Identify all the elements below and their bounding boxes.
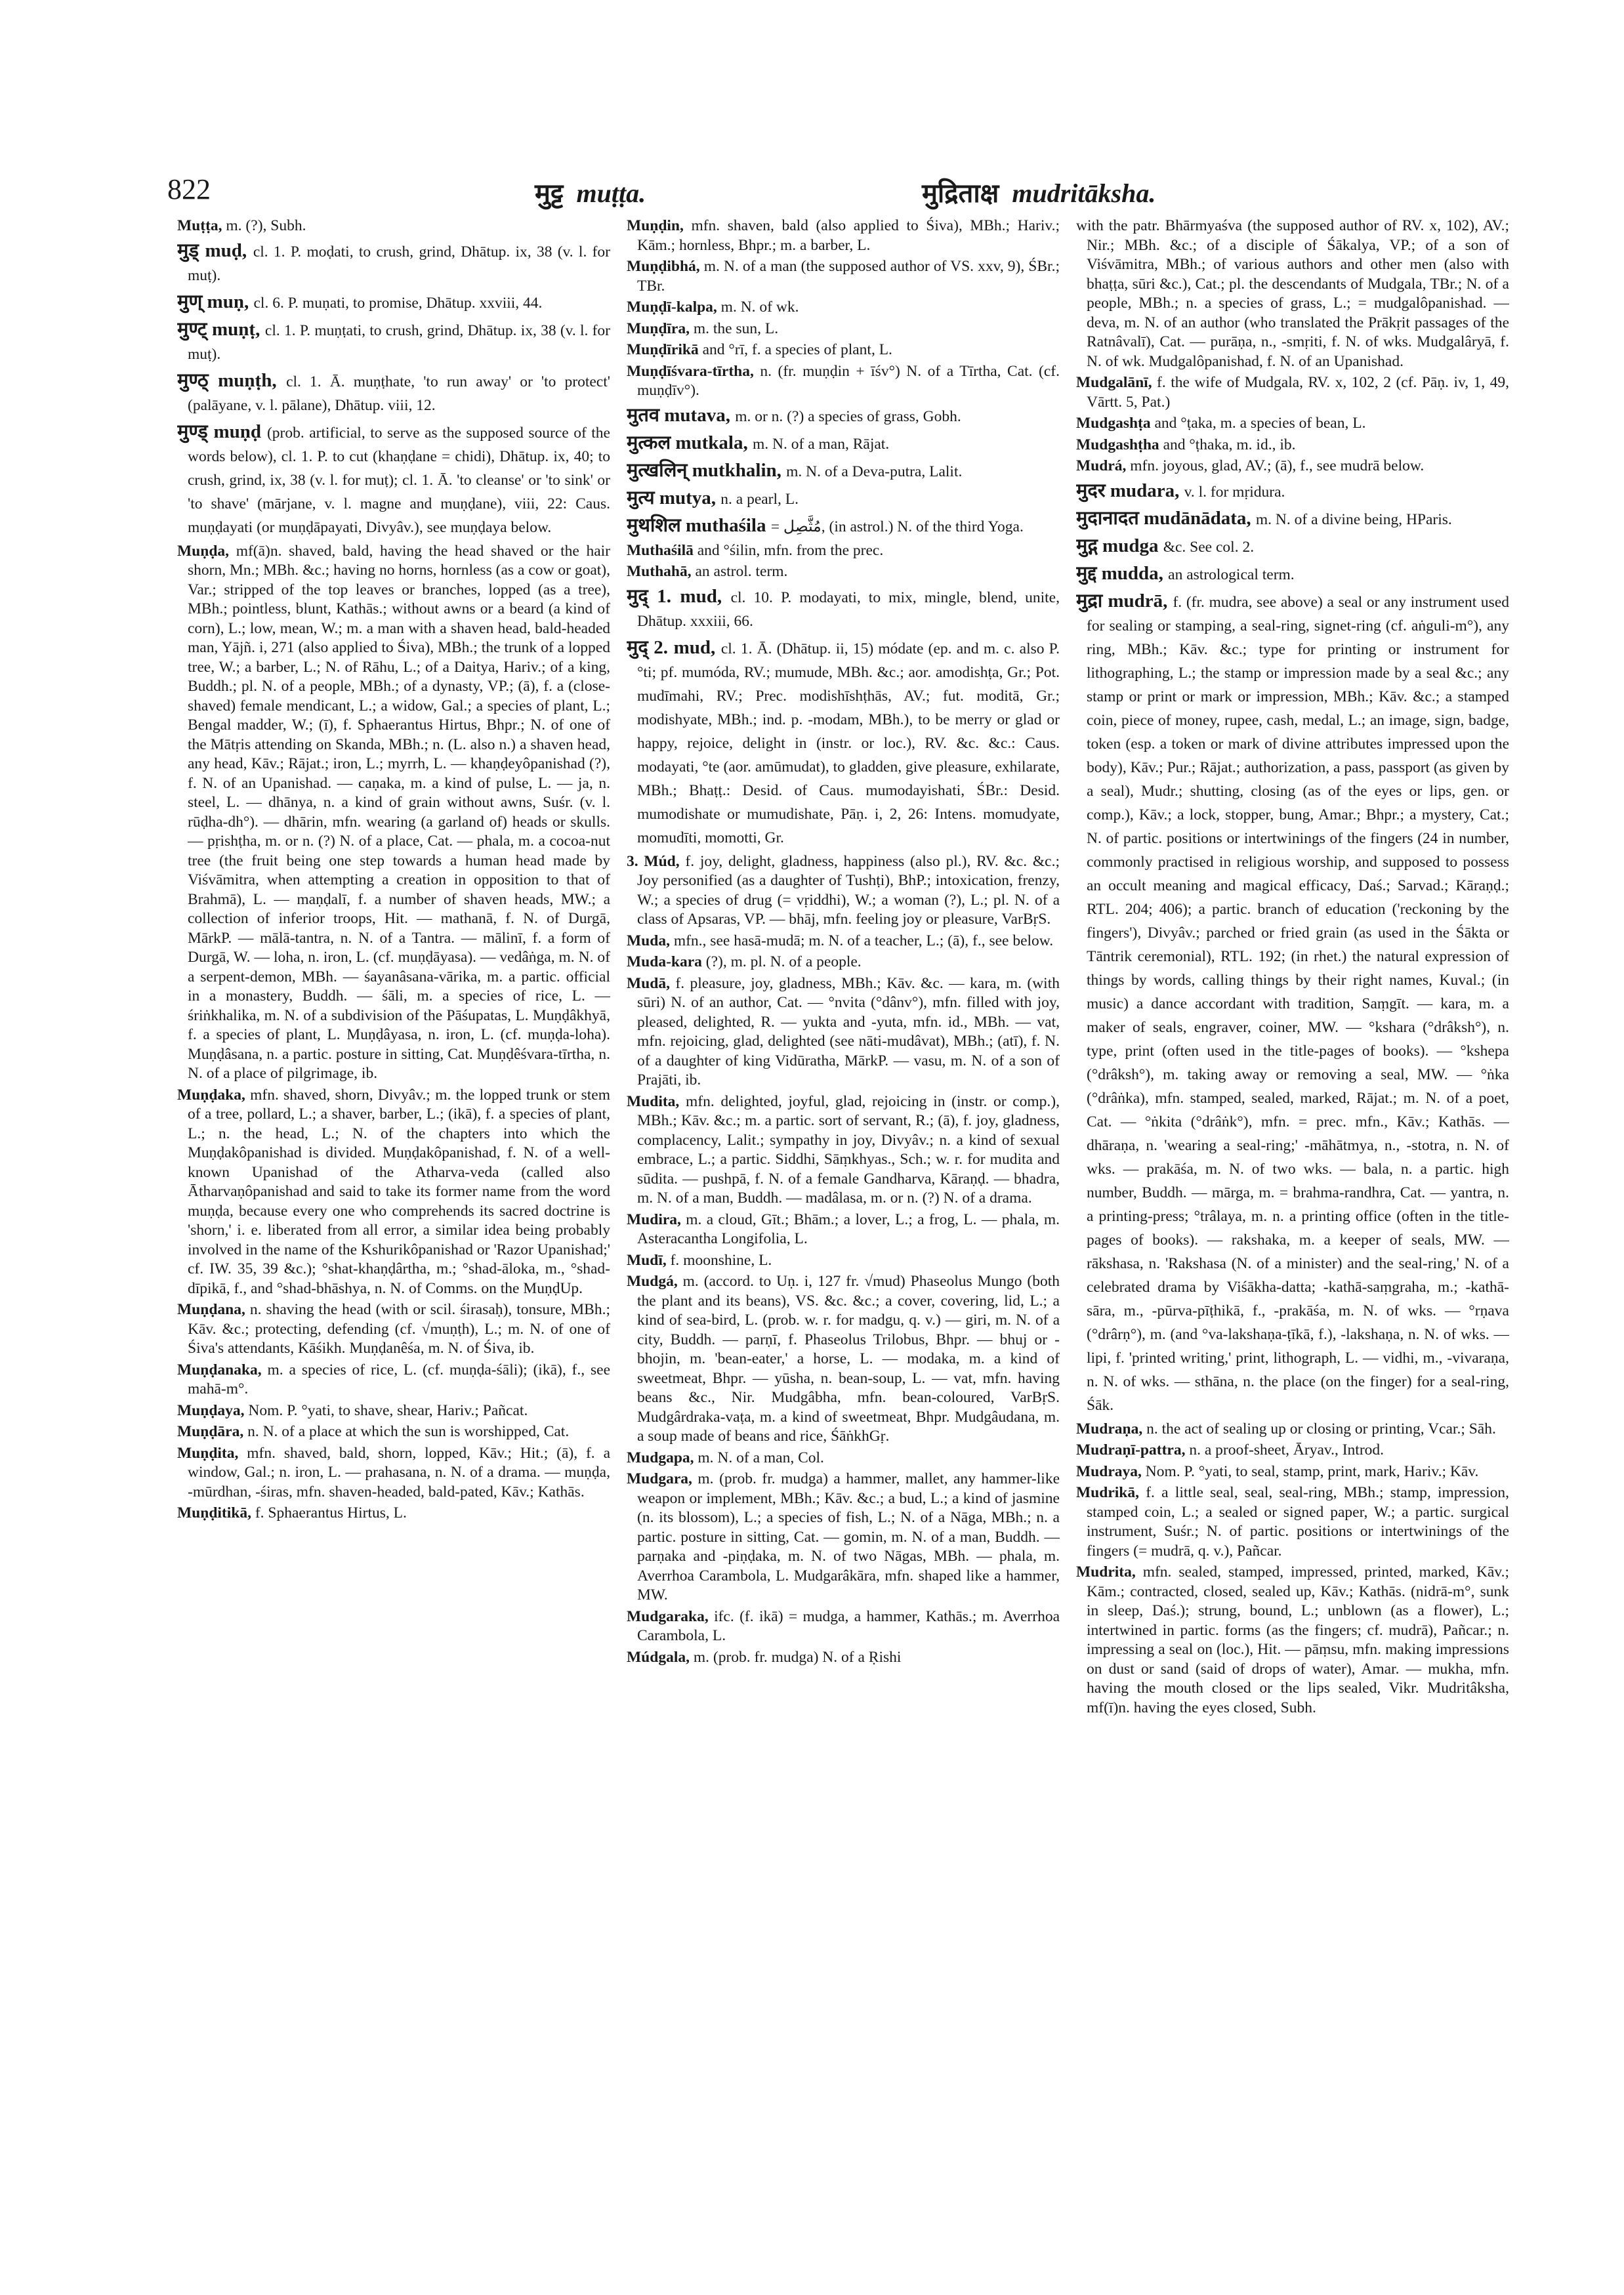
entry-definition: m. (accord. to Uṇ. i, 127 fr. √mud) Phaseolus Mungo (both the plant and its beans), VS. &c. &c.; a cover, covering, lid, L.; a kind of sea-bird, L. (prob. w. r. for madgu, q. v.) — giri, m. N. of a city, Buddh. — parṇī, f. Phaseolus Trilobus, Bhpr. — bhuj or -bhojin, m. 'bean-eater,' a horse, L. — modaka, m. a kind of sweetmeat, Bhpr. — yūsha, n. bean-soup, L. — vat, mfn. having beans &c., Nir. Mudgâbha, mfn. bean-coloured, VarBṛS. Mudgârdraka-vaṭa, m. a kind of sweetmeat, Bhpr. Mudgâudana, m. a soup made of beans and rice, ŚāṅkhGṛ. [637, 1273, 1060, 1445]
dictionary-entry [177, 1300, 610, 1359]
column-1 [177, 217, 610, 2237]
page-header [167, 167, 1499, 213]
entry-definition: mfn., see hasā-mudā; m. N. of a teacher, L.; (ā), f., see below. [673, 932, 1054, 949]
dictionary-entry [627, 585, 1060, 632]
entry-definition: m. a cloud, Gīt.; Bhām.; a lover, L.; a frog, L. — phala, m. Asteracantha Longifolia, L. [637, 1210, 1060, 1247]
dictionary-entry [627, 257, 1060, 296]
dictionary-entry [627, 486, 1060, 510]
entry-headword: Mudrita, [1076, 1563, 1136, 1581]
entry-definition: cl. 6. P. muṇati, to promise, Dhātup. xxviii, 44. [253, 294, 543, 312]
dictionary-entry [627, 953, 1060, 972]
entry-headword: मुद्ग mudga [1076, 535, 1159, 556]
entry-definition: f. a little seal, seal, seal-ring, MBh.; stamp, impression, stamped coin, L.; a sealed or signed paper, W.; a partic. surgical instrument, Suśr.; N. of partic. positions or intertwinings of the fingers (= mudrā, q. v.), Pañcar. [1087, 1484, 1509, 1560]
dictionary-entry [177, 239, 610, 286]
entry-definition: and °ṭhaka, m. id., ib. [1163, 436, 1296, 453]
entry-definition: Nom. P. °yati, to seal, stamp, print, mark, Hariv.; Kāv. [1145, 1462, 1479, 1480]
entry-definition: f. (fr. mudra, see above) a seal or any instrument used for sealing or stamping, a seal-ring, signet-ring (cf. aṅguli-m°), any ring, MBh.; Kāv. &c.; type for printing or instrument for lithographing, L.; the stamp or impression made by a seal &c.; any stamp or print or mark or impression, MBh.; Kāv. &c.; a stamped coin, piece of money, rupee, cash, medal, L.; an image, sign, badge, token (esp. a token or mark of divine attributes impressed upon the body), Kāv.; Pur.; Rājat.; authorization, a pass, passport (as given by a seal), Mudr.; shutting, closing (as of the eyes or lips, gen. or comp.), Kāv.; a lock, stopper, bung, Amar.; Bhpr.; a mystery, Cat.; N. of partic. positions or intertwinings of the fingers (24 in number, commonly practised in religious worship, and supposed to possess an occult meaning and magical efficacy, Daś.; Sarvad.; Kāraṇḍ.; RTL. 204; 406); a partic. branch of education ('reckoning by the fingers'), Divyâv.; parched or fried grain (as used in the Śākta or Tāntrik ceremonial), RTL. 192; (in rhet.) the natural expression of things by words, calling things by their right names, Kuval.; (in music) a dance accordant with tradition, Saṃgīt. — kara, m. a maker of seals, engraver, coiner, MW. — °kshara (°drâksh°), n. type, print (often used in the title-pages of books). — °kshepa (°drâksh°), m. taking away or removing a seal, MW. — °ṅka (°drâṅka), mfn. stamped, sealed, marked, Rājat.; m. N. of a poet, Cat. — °ṅkita (°drâṅk°), mfn. = prec. mfn., Kāv.; Kathās. — dhāraṇa, n. 'wearing a seal-ring;' -māhātmya, n., -stotra, n. N. of wks. — prakāśa, m. N. of two wks. — bala, n. a partic. high number, Buddh. — mārga, m. = brahma-randhra, Cat. — yantra, n. a printing-press; °trâlaya, m. n. a printing office (often in the title-pages of books). — rakshaka, m. a keeper of seals, MW. — rākshasa, n. 'Rakshasa (N. of a minister) and the seal-ring,' N. of a celebrated drama by Viśākha-datta; -kathā-saṃgraha, m.; -kathā-sāra, m., -pūrva-pīṭhikā, f., -prakāśa, m. N. of wks. — °rṇava (°drârṇ°), m. (and °va-lakshaṇa-ṭīkā, f.), -lakshaṇa, n. N. of wks. — lipi, f. 'printed writing,' print, lithograph, L. — vidhi, m., -vivaraṇa, n. N. of wks. — sthāna, n. the place (on the finger) for a seal-ring, Śāk. [1087, 593, 1509, 1414]
entry-headword: मुत्कल mutkala, [627, 432, 748, 453]
entry-definition: (prob. artificial, to serve as the supposed source of the words below), cl. 1. P. to cut (khaṇḍane = chidi), Dhātup. ix, 40; to crush, grind, ix, 38 (v. l. for muṭ); cl. 1. Ā. 'to cleanse' or 'to sink' or 'to shave' (mārjane, v. l. magne and muṇḍane), viii, 22: Caus. muṇḍayati (or muṇḍāpayati, Divyâv.), see muṇḍaya below. [188, 424, 610, 536]
dictionary-entry [1076, 507, 1509, 530]
entry-headword: मुदर mudara, [1076, 480, 1180, 501]
dictionary-entry [627, 541, 1060, 561]
entry-headword: Muṇḍitikā, [177, 1504, 251, 1521]
entry-definition: cl. 10. P. modayati, to mix, mingle, blend, unite, Dhātup. xxxiii, 66. [637, 589, 1060, 630]
entry-headword: मुथशिल muthaśila [627, 514, 766, 536]
entry-definition: m. (?), Subh. [226, 217, 306, 234]
dictionary-entry [1076, 436, 1509, 455]
entry-definition: m. (prob. fr. mudga) a hammer, mallet, any hammer-like weapon or implement, MBh.; Kāv. &c.; a bud, L.; a kind of jasmine (n. its blossom), L.; a species of fish, L.; N. of a Nāga, MBh.; n. a partic. posture in sitting, Cat. — gomin, m. N. of a man, Buddh. — parṇaka and -piṇḍaka, m. N. of two Nāgas, MBh. — phala, m. Averrhoa Carambola, L. Mudgarâkāra, mfn. shaped like a hammer, MW. [637, 1470, 1060, 1603]
entry-definition: n. (fr. muṇḍin + īśv°) N. of a Tīrtha, Cat. (cf. muṇḍīv°). [637, 362, 1060, 399]
dictionary-entry [627, 1607, 1060, 1646]
entry-headword: मुण्ट् muṇṭ, [177, 318, 260, 340]
entry-headword: मुद् 1. mud, [627, 585, 722, 607]
entry-definition: cl. 1. Ā. muṇṭhate, 'to run away' or 'to protect' (palāyane, v. l. pālane), Dhātup. viii, 12. [188, 373, 610, 414]
dictionary-entry [177, 1086, 610, 1299]
column-3 [1076, 217, 1509, 2237]
entry-headword: Muṇḍanaka, [177, 1361, 262, 1378]
entry-definition: f. moonshine, L. [670, 1251, 772, 1269]
entry-definition: an astrol. term. [695, 563, 788, 580]
entry-definition: m. (prob. fr. mudga) N. of a Ṛishi [693, 1648, 902, 1666]
entry-headword: मुत्खलिन् mutkhalin, [627, 459, 781, 481]
entry-headword: Muda-kara [627, 953, 702, 970]
entry-definition: mfn. sealed, stamped, impressed, printed, marked, Kāv.; Kām.; contracted, closed, sealed up, Kāv.; Kathās. (nidrā-m°, sunk in sleep, Daś.); strung, bound, L.; unblown (as a flower), L.; intertwined in partic. forms (as the fingers; cf. mudrā), Pañcar.; n. impressing a seal on (loc.), Hit. — pāṃsu, mfn. making impressions on dust or sand (said of drops of water), Amar. — mukha, mfn. having the mouth closed or the lips sealed, Vikr. Mudritâksha, mf(ī)n. having the eyes closed, Subh. [1087, 1563, 1509, 1716]
entry-definition: f. the wife of Mudgala, RV. x, 102, 2 (cf. Pāṇ. iv, 1, 49, Vārtt. 5, Pat.) [1087, 374, 1509, 411]
entry-headword: Muṇḍibhá, [627, 258, 700, 275]
entry-definition: m. N. of a man, Rājat. [753, 435, 890, 453]
entry-headword: Muṇḍaya, [177, 1401, 245, 1419]
dictionary-entry [1076, 217, 1509, 371]
dictionary-entry [627, 459, 1060, 482]
entry-definition: m. N. of a Deva-putra, Lalit. [786, 463, 963, 480]
entry-definition: n. N. of a place at which the sun is worshipped, Cat. [247, 1423, 570, 1440]
dictionary-entry [627, 1272, 1060, 1447]
entry-definition: mf(ā)n. shaved, bald, having the head shaved or the hair shorn, Mn.; MBh. &c.; having no horns, hornless (as a cow or goat), Var.; stripped of the top leaves or branches, lopped (as a tree), MBh.; pointless, blunt, Kathās.; without awns or a beard (a kind of corn), L.; low, mean, W.; m. a man with a shaven head, bald-headed man, Yājñ. i, 271 (also applied to Śiva), MBh.; the trunk of a lopped tree, W.; a barber, L.; N. of Rāhu, L.; of a Daitya, Hariv.; of a king, Buddh.; pl. N. of a people, MBh.; of a dynasty, VP.; (ā), f. a (close-shaved) female mendicant, L.; a widow, Gal.; a species of plant, L.; Bengal madder, W.; (ī), f. Sphaerantus Hirtus, Bhpr.; N. of one of the Mātṛis attending on Skanda, MBh.; n. (L. also n.) a shaven head, any head, Kāv.; Rājat.; iron, L.; myrrh, L. — khaṇḍeyôpanishad (?), f. N. of an Upanishad. — caṇaka, m. a kind of pulse, L. — ja, n. steel, L. — dhānya, n. a kind of grain without awns, Suśr. (v. l. rūḍha-dh°). — dhārin, mfn. wearing (a garland of) heads or skulls. — pṛishṭha, m. or n. (?) N. of a place, Cat. — phala, m. a cocoa-nut tree (the fruit being one step towards a human head made by Viśvāmitra, when attempting a creation in opposition to that of Brahmā), L. — maṇḍalī, f. a number of shaven heads, MW.; a collection of inferior troops, Hit. — mathanā, f. N. of Durgā, MārkP. — mālā-tantra, n. N. of a Tantra. — mālinī, f. a form of Durgā, W. — loha, n. iron, L. (cf. muṇḍāyasa). — vedâṅga, m. N. of a serpent-demon, MBh. — śayanâsana-vārika, m. a partic. official in a monastery, Buddh. — śāli, m. a species of rice, L. — śriṅkhalika, m. N. of a subdivision of the Pāśupatas, L. Muṇḍâkhyā, f. a species of plant, L. Muṇḍâyasa, n. iron, L. (cf. muṇḍa-loha). Muṇḍâsana, n. a partic. posture in sitting, Cat. Muṇḍêśvara-tīrtha, n. N. of a place of pilgrimage, ib. [188, 542, 610, 1082]
entry-headword: Muṇḍī-kalpa, [627, 299, 717, 316]
entry-headword: मुद् 2. mud, [627, 636, 716, 658]
dictionary-entry [627, 403, 1060, 427]
entry-headword: Mudira, [627, 1210, 681, 1228]
entry-headword: Mudrá, [1076, 457, 1127, 474]
entry-headword: Múdgala, [627, 1648, 690, 1666]
dictionary-entry [627, 514, 1060, 537]
dictionary-entry [627, 320, 1060, 339]
entry-definition: cl. 1. Ā. (Dhātup. ii, 15) módate (ep. and m. c. also P. °ti; pf. mumóda, RV.; mumude, MBh. &c.; aor. amodishṭa, Gr.; Pot. mudīmahi, RV.; Prec. modishīshṭhās, AV.; fut. moditā, Gr.; modishyate, MBh.; ind. p. -modam, MBh.), to be merry or glad or happy, rejoice, delight in (instr. or loc.), RV. &c. &c.: Caus. modayati, °te (aor. amūmudat), to gladden, give pleasure, exhilarate, MBh.; Bhaṭṭ.: Desid. of Caus. mumodayishati, ŚBr.: Desid. mumodishate or mumudishate, Pāṇ. i, 2, 26: Intens. momudyate, momudīti, momotti, Gr. [637, 640, 1060, 846]
entry-definition: mfn. shaved, bald, shorn, lopped, Kāv.; Hit.; (ā), f. a window, Gal.; n. iron, L. — prahasana, n. N. of a drama. — muṇḍa, -mūrdhan, -śiras, mfn. shaven-headed, bald-pated, Kāv.; Kathās. [188, 1444, 610, 1500]
dictionary-entry [627, 431, 1060, 455]
entry-headword: Mudraya, [1076, 1462, 1142, 1480]
dictionary-entry [1076, 1420, 1509, 1439]
entry-headword: Muṇḍa, [177, 542, 230, 560]
dictionary-entry [1076, 1563, 1509, 1718]
entry-headword: मुण् muṇ, [177, 291, 249, 312]
dictionary-entry [627, 1470, 1060, 1605]
right-running-head [922, 174, 1156, 210]
entry-definition: f. joy, delight, gladness, happiness (also pl.), RV. &c. &c.; Joy personified (as a daughter of Tushṭi), BhP.; intoxication, frenzy, W.; a species of drug (= vṛiddhi), W.; a woman (?), L.; pl. N. of a class of Apsaras, VP. — bhāj, mfn. feeling joy or pleasure, VarBṛS. [637, 852, 1060, 928]
entry-headword: Muṇḍīrikā [627, 341, 699, 358]
page-number: 822 [167, 173, 211, 205]
dictionary-entry [1076, 414, 1509, 434]
entry-definition: m. N. of a man (the supposed author of VS. xxv, 9), ŚBr.; TBr. [637, 258, 1060, 295]
entry-definition: mfn. shaved, shorn, Divyâv.; m. the lopped trunk or stem of a tree, pollard, L.; a shaver, barber, L.; (ikā), f. a species of plant, L.; n. the head, L.; N. of the chapters into which the Muṇḍakôpanishad is divided. Muṇḍakôpanishad, f. N. of a well-known Upanishad of the Atharva-veda (called also Ātharvaṇôpanishad and said to take its former name from the word muṇḍa, because every one who comprehends its sacred doctrine is 'shorn,' i. e. liberated from all error, a similar idea being probably involved in the name of the Kshurikôpanishad or 'Razor Upanishad;' cf. IW. 35, 39 &c.); °shat-khaṇḍârtha, m.; °shad-āloka, m., °shad-dīpikā, f., and °shad-bhāshya, n. N. of Comms. on the MuṇḍUp. [188, 1086, 610, 1297]
left-running-head-devanagari: मुट्ट [535, 178, 564, 208]
column-2 [627, 217, 1060, 2237]
entry-definition: mfn. shaven, bald (also applied to Śiva), MBh.; Hariv.; Kām.; hornless, Bhpr.; m. a barber, L. [637, 217, 1060, 254]
dictionary-entry [627, 1449, 1060, 1468]
entry-definition: mfn. joyous, glad, AV.; (ā), f., see mudrā below. [1130, 457, 1425, 474]
dictionary-entry [627, 298, 1060, 318]
entry-headword: मुद्द mudda, [1076, 562, 1163, 584]
entry-headword: मुड् muḍ, [177, 239, 247, 261]
entry-headword: Mudraṇa, [1076, 1420, 1143, 1437]
dictionary-entry [177, 1401, 610, 1421]
dictionary-entry [627, 217, 1060, 255]
entry-headword: Muṇḍīra, [627, 320, 690, 337]
entry-definition: n. shaving the head (with or scil. śirasaḥ), tonsure, MBh.; Kāv. &c.; protecting, defending (cf. √muṇṭh), L.; m. N. of one of Śiva's attendants, Kāśikh. Muṇḍanêśa, m. N. of Śiva, ib. [188, 1301, 610, 1357]
entry-headword: Muthahā, [627, 563, 692, 580]
entry-definition: cl. 1. P. moḍati, to crush, grind, Dhātup. ix, 38 (v. l. for muṭ). [188, 243, 610, 284]
entry-headword: Mudgalānī, [1076, 374, 1152, 391]
dictionary-entry [627, 1092, 1060, 1209]
entry-headword: मुण्ठ् muṇṭh, [177, 369, 277, 391]
entry-headword: Muṇḍita, [177, 1444, 239, 1462]
dictionary-entry [627, 974, 1060, 1090]
entry-definition: cl. 1. P. muṇṭati, to crush, grind, Dhātup. ix, 38 (v. l. for muṭ). [188, 321, 610, 363]
entry-definition: f. pleasure, joy, gladness, MBh.; Kāv. &c. — kara, m. (with sūri) N. of an author, Cat. — °nvita (°dânv°), mfn. filled with joy, pleased, delighted, R. — yukta and -yuta, mfn. id., MBh. — vat, mfn. rejoicing, glad, delighted (see nāti-mudâvat), MBh.; (atī), f. N. of a daughter of king Vidūratha, MārkP. — vasu, m. N. of a son of Prajāti, ib. [637, 974, 1060, 1088]
entry-definition: (?), m. pl. N. of a people. [705, 953, 862, 970]
entry-headword: Mudī, [627, 1251, 667, 1269]
dictionary-entry [627, 1251, 1060, 1271]
dictionary-entry [627, 562, 1060, 582]
entry-headword: Mudgapa, [627, 1449, 694, 1466]
dictionary-entry [177, 1361, 610, 1399]
dictionary-entry [1076, 373, 1509, 412]
dictionary-entry [1076, 1462, 1509, 1482]
dictionary-entry [627, 932, 1060, 951]
dictionary-entry [1076, 1441, 1509, 1460]
entry-definition: mfn. delighted, joyful, glad, rejoicing in (instr. or comp.), MBh.; Kāv. &c.; m. a partic. sort of servant, R.; (ā), f. joy, gladness, complacency, Lalit.; sympathy in joy, Divyâv.; n. a kind of sexual embrace, L.; a partic. Siddhi, Sāṃkhyas., Sch.; w. r. for mudita and sūdita. — pushpā, f. N. of a female Gandharva, Kāraṇḍ. — bhadra, m. N. of a man, Buddh. — madâlasa, m. or n. (?) N. of a drama. [637, 1092, 1060, 1207]
dictionary-entry [177, 369, 610, 416]
dictionary-entry [627, 1210, 1060, 1249]
entry-headword: Mudā, [627, 974, 670, 992]
entry-headword: Muda, [627, 932, 670, 949]
left-running-head-transliteration: muṭṭa. [576, 178, 646, 208]
entry-headword: मुद्रा mudrā, [1076, 590, 1168, 611]
entry-definition: n. a proof-sheet, Āryav., Introd. [1189, 1441, 1385, 1458]
entry-headword: Muṇḍāra, [177, 1423, 244, 1440]
dictionary-entry [177, 1444, 610, 1502]
entry-headword: Muṭṭa, [177, 217, 222, 234]
entry-headword: Mudgara, [627, 1470, 692, 1487]
dictionary-entry [177, 420, 610, 538]
entry-headword: मुत्य mutya, [627, 487, 717, 508]
entry-definition: m. N. of a man, Col. [697, 1449, 824, 1466]
entry-definition: m. the sun, L. [693, 320, 779, 337]
entry-headword: Muṇḍin, [627, 217, 684, 234]
right-running-head-devanagari: मुद्रिताक्ष [922, 178, 999, 208]
dictionary-entry [627, 362, 1060, 401]
entry-headword: Muṇḍana, [177, 1301, 245, 1318]
dictionary-entry [627, 636, 1060, 848]
entry-headword: मुण्ड् muṇḍ [177, 421, 262, 442]
dictionary-entry [1076, 534, 1509, 558]
entry-definition: Nom. P. °yati, to shave, shear, Hariv.; Pañcat. [248, 1401, 528, 1419]
dictionary-entry [627, 852, 1060, 930]
dictionary-entry [1076, 479, 1509, 503]
dictionary-entry [1076, 562, 1509, 585]
entry-headword: Mudgaraka, [627, 1607, 709, 1625]
dictionary-entry [177, 542, 610, 1084]
entry-definition: f. Sphaerantus Hirtus, L. [255, 1504, 407, 1521]
dictionary-entry [1076, 589, 1509, 1416]
entry-headword: Mudraṇī-pattra, [1076, 1441, 1186, 1458]
dictionary-entry [1076, 457, 1509, 476]
dictionary-entry [177, 318, 610, 365]
dictionary-entry [627, 1648, 1060, 1668]
entry-headword: Mudita, [627, 1092, 680, 1110]
left-running-head [535, 174, 646, 210]
dictionary-entry [177, 290, 610, 314]
entry-definition: an astrological term. [1168, 566, 1295, 583]
entry-definition: ifc. (f. ikā) = mudga, a hammer, Kathās.; m. Averrhoa Carambola, L. [637, 1607, 1060, 1644]
entry-definition: m. or n. (?) a species of grass, Gobh. [735, 407, 961, 425]
entry-definition: n. the act of sealing up or closing or printing, Vcar.; Sāh. [1146, 1420, 1496, 1437]
entry-headword: Muṇḍīśvara-tīrtha, [627, 362, 754, 380]
entry-definition: and °śilin, mfn. from the prec. [697, 541, 884, 559]
dictionary-entry [177, 217, 610, 236]
entry-headword: मुदानादत mudānādata, [1076, 507, 1251, 529]
entry-definition: n. a pearl, L. [720, 490, 799, 508]
entry-definition: m. N. of wk. [720, 299, 799, 316]
entry-headword: 3. Múd, [627, 852, 680, 870]
dictionary-entry [1076, 1483, 1509, 1561]
entry-headword: Mudgá, [627, 1273, 678, 1290]
entry-definition: and °ṭaka, m. a species of bean, L. [1154, 415, 1366, 432]
dictionary-entry [177, 1422, 610, 1442]
entry-definition: with the patr. Bhārmyaśva (the supposed author of RV. x, 102), AV.; Nir.; MBh. &c.; of a disciple of Śākalya, VP.; of a son of Viśvāmitra, MBh.; of various authors and other men (also with bhaṭṭa, sūri &c.), Cat.; pl. the descendants of Mudgala, TBr.; N. of a people, MBh.; n. a species of grass, L.; = mudgalôpanishad. — deva, m. N. of an author (who translated the Prākṛit passages of the Ratnâvalī), Cat. — purāṇa, n., -smṛiti, f. N. of wks. Mudgalâryā, f. N. of wk. Mudgalôpanishad, f. N. of an Upanishad. [1076, 217, 1509, 370]
entry-definition: v. l. for mṛidura. [1184, 483, 1285, 501]
entry-headword: मुतव mutava, [627, 404, 730, 426]
dictionary-entry [627, 341, 1060, 360]
entry-definition: m. a species of rice, L. (cf. muṇḍa-śāli); (ikā), f., see mahā-m°. [188, 1361, 610, 1397]
dictionary-entry [177, 1504, 610, 1523]
entry-definition: m. N. of a divine being, HParis. [1255, 510, 1452, 528]
entry-headword: Muṇḍaka, [177, 1086, 245, 1104]
entry-headword: Mudgashṭha [1076, 436, 1159, 453]
entry-definition: &c. See col. 2. [1163, 538, 1255, 556]
entry-headword: Mudgashṭa [1076, 415, 1151, 432]
entry-headword: Mudrikā, [1076, 1484, 1139, 1501]
entry-definition: and °rī, f. a species of plant, L. [702, 341, 892, 358]
dictionary-columns [177, 217, 1509, 2237]
entry-headword: Muthaśilā [627, 541, 694, 559]
right-running-head-transliteration: mudritāksha. [1012, 178, 1156, 208]
entry-definition: = مُثَّصِل, (in astrol.) N. of the third Yoga. [770, 518, 1024, 535]
